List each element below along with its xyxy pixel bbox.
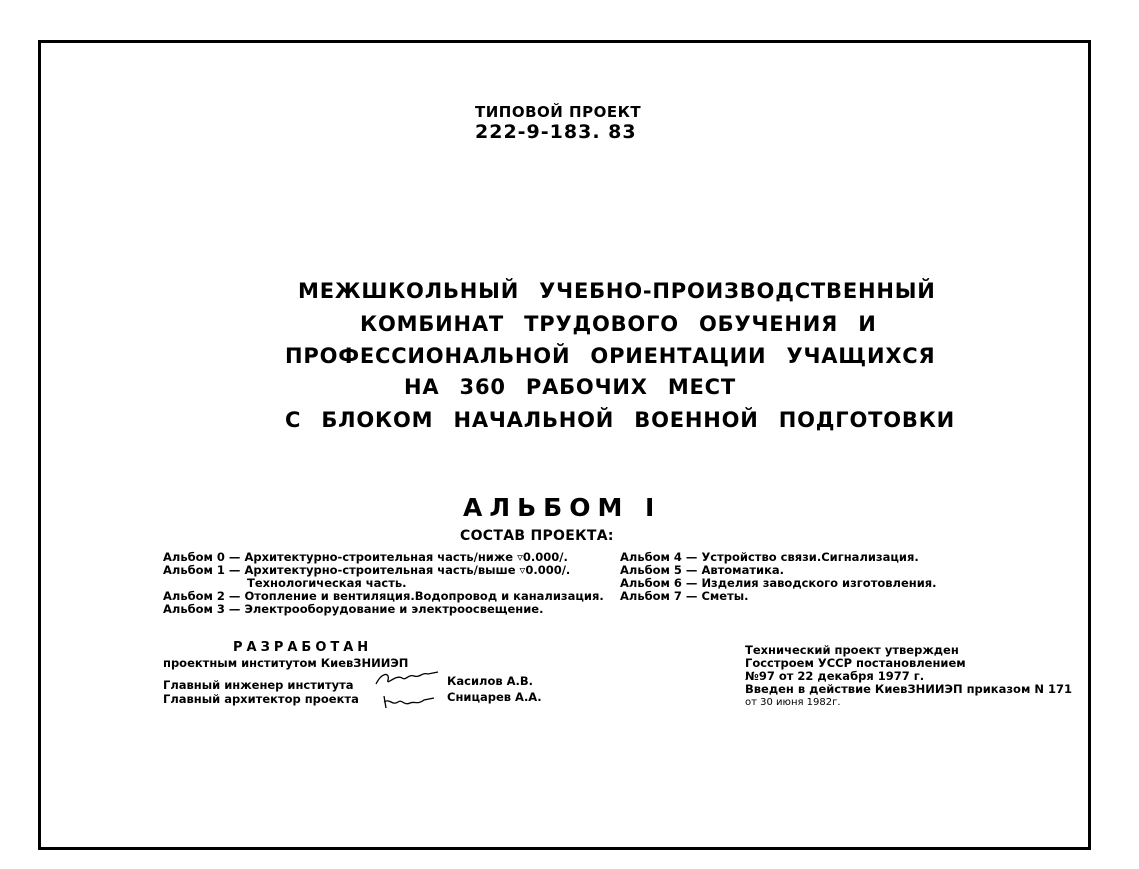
approval-line: от 30 июня 1982г.	[745, 697, 841, 708]
album-list-item: Альбом 7 — Сметы.	[620, 589, 749, 603]
project-number: 222-9-183. 83	[475, 121, 637, 143]
album-list-item: Альбом 4 — Устройство связи.Сигнализация.	[620, 550, 919, 564]
approval-block	[745, 644, 1072, 709]
developer-institute: проектным институтом КиевЗНИИЭП	[163, 656, 409, 670]
approval-line: Введен в действие КиевЗНИИЭП приказом N 171	[745, 682, 1072, 696]
album-title: АЛЬБОМ I	[463, 493, 662, 522]
title-line-2: КОМБИНАТ ТРУДОВОГО ОБУЧЕНИЯ И	[360, 312, 877, 336]
chief-architect-name: Сницарев А.А.	[447, 690, 542, 704]
album-list-left	[163, 551, 604, 616]
album-list-right	[620, 551, 937, 603]
contents-title: СОСТАВ ПРОЕКТА:	[460, 528, 614, 544]
album-list-item: Альбом 1 — Архитектурно-строительная часть/выше ▿0.000/.	[163, 563, 571, 577]
architect-signature	[380, 690, 440, 712]
title-line-1: МЕЖШКОЛЬНЫЙ УЧЕБНО-ПРОИЗВОДСТВЕННЫЙ	[298, 279, 936, 303]
approval-line: Госстроем УССР постановлением	[745, 656, 966, 670]
album-list-item: Технологическая часть.	[247, 576, 407, 590]
chief-architect-role: Главный архитектор проекта	[163, 692, 359, 706]
album-list-item: Альбом 3 — Электрооборудование и электроосвещение.	[163, 602, 544, 616]
album-list-item: Альбом 5 — Автоматика.	[620, 563, 784, 577]
developer-heading: РАЗРАБОТАН	[233, 640, 373, 655]
chief-engineer-role: Главный инженер института	[163, 678, 354, 692]
title-line-4: НА 360 РАБОЧИХ МЕСТ	[404, 375, 737, 399]
album-list-item: Альбом 0 — Архитектурно-строительная часть/ниже ▿0.000/.	[163, 550, 568, 564]
chief-engineer-name: Касилов А.В.	[447, 674, 534, 688]
approval-line: Технический проект утвержден	[745, 643, 959, 657]
approval-line: №97 от 22 декабря 1977 г.	[745, 669, 925, 683]
album-list-item: Альбом 6 — Изделия заводского изготовления.	[620, 576, 937, 590]
title-line-3: ПРОФЕССИОНАЛЬНОЙ ОРИЕНТАЦИИ УЧАЩИХСЯ	[285, 344, 936, 368]
title-line-5: С БЛОКОМ НАЧАЛЬНОЙ ВОЕННОЙ ПОДГОТОВКИ	[285, 408, 956, 432]
engineer-signature	[372, 668, 442, 690]
album-list-item: Альбом 2 — Отопление и вентиляция.Водопровод и канализация.	[163, 589, 604, 603]
drawing-frame	[38, 40, 1091, 850]
project-label: ТИПОВОЙ ПРОЕКТ	[475, 103, 642, 121]
